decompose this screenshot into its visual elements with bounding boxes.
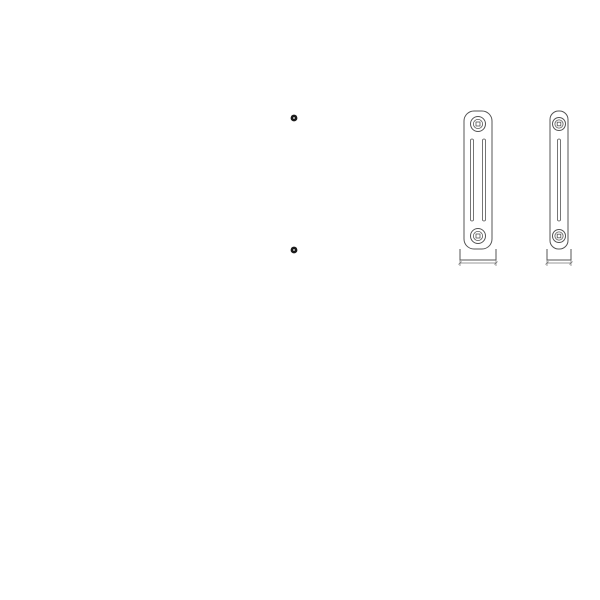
radiator-front-drawing bbox=[253, 96, 431, 274]
profile-3-column-drawing bbox=[455, 97, 501, 275]
equipment-block bbox=[236, 358, 594, 365]
profile-2-column-drawing bbox=[541, 97, 577, 275]
